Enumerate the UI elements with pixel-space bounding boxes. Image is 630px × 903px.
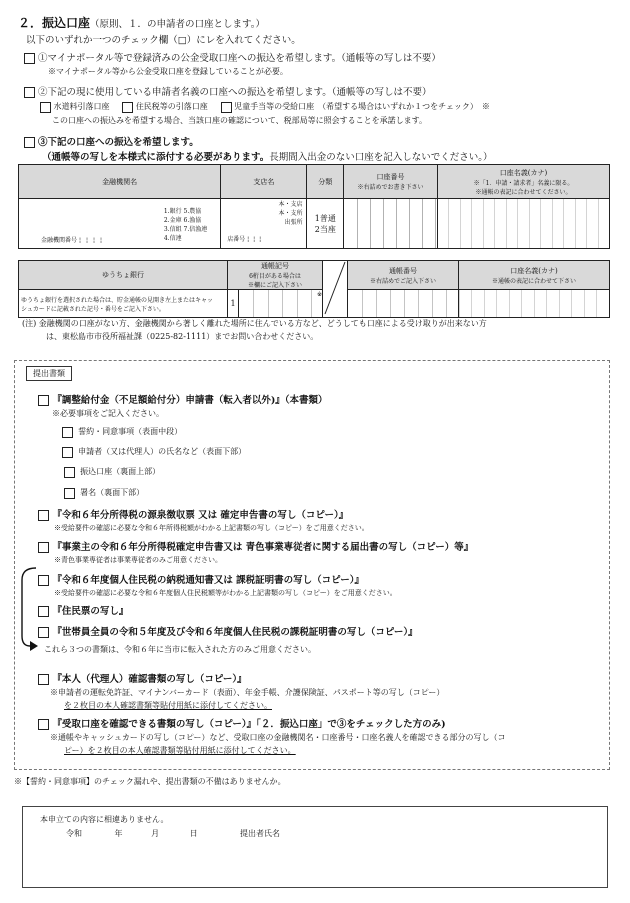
diagonal-line-icon	[323, 261, 347, 315]
docs-label: 提出書類	[26, 366, 72, 381]
col-type: 分類	[307, 165, 344, 199]
doc-5-checkbox[interactable]	[38, 606, 49, 617]
doc-6-checkbox[interactable]	[38, 627, 49, 638]
doc-4-note: ※受給要件の確認に必要な令和６年度個人住民税額等がわかる上記書類の写し（コピー）をご用意ください。	[54, 589, 397, 597]
bank-name-cell[interactable]: 金融機関番号 ¦¦¦¦	[19, 199, 164, 249]
option-3[interactable]: ③下記の口座への振込を希望します。	[24, 134, 199, 148]
account-number-cell[interactable]	[344, 199, 438, 249]
yucho-col-number: 通帳番号 ※右詰めでご記入下さい	[348, 261, 459, 290]
col-holder: 口座名義(カナ) ※「1．申請・請求者」名義に限る。 ※通帳の表記に合わせてください。	[437, 165, 609, 199]
doc-1-item-1: 誓約・同意事項（表面中段）	[62, 426, 182, 438]
option-1-checkbox[interactable]	[24, 53, 35, 64]
doc-6: 『世帯員全員の令和５年度及び令和６年度個人住民税の課税証明書の写し（コピー）』	[38, 624, 418, 638]
doc-8-note-1: ※通帳やキャッシュカードの写し（コピー）など、受取口座の金融機関名・口座番号・口座名義人を確認できる部分の写し（コ	[50, 733, 506, 742]
doc-1-item-2: 申請者（又は代理人）の氏名など（表面下部）	[62, 446, 246, 458]
option-1[interactable]: ①マイナポータル等で登録済みの公金受取口座への振込を希望します。（通帳等の写しは不要）	[24, 50, 441, 64]
sign-statement: 本申立ての内容に相違ありません。	[40, 815, 169, 824]
doc-3: 『事業主の令和６年分所得税確定申告書又は 青色事業専従者に関する届出書の写し（コピー）等』	[38, 539, 473, 553]
bank-kinds: 1.銀行 5.農協 2.金庫 6.漁協 3.信組 7.信漁連 4.信連	[164, 199, 221, 249]
yucho-col-bank: ゆうちょ銀行	[19, 261, 228, 290]
doc-1-item-4: 署名（裏面下部）	[64, 487, 144, 499]
child-allowance-checkbox[interactable]	[221, 102, 232, 113]
doc-4-checkbox[interactable]	[38, 575, 49, 586]
yucho-holder-cell[interactable]	[459, 290, 610, 318]
sign-name-label: 提出者氏名	[240, 829, 280, 838]
doc-1-checkbox[interactable]	[38, 395, 49, 406]
option-2-checkbox[interactable]	[24, 87, 35, 98]
section-intro: 以下のいずれか一つのチェック欄（□）にレを入れてください。	[26, 35, 301, 46]
option-2-sub: 水道料引落口座 住民税等の引落口座 児童手当等の受給口座 （希望する場合はいずれか１つをチェック） ※	[40, 101, 490, 113]
yucho-desc: ゆうちょ銀行を選択された場合は、貯金通帳の見開き左上またはキャッ シュカードに記載された記号・番号をご記入下さい。	[19, 290, 228, 318]
doc-7-note-1: ※申請者の運転免許証、マイナンバーカード（表面）、年金手帳、介護保険証、パスポート等の写し（コピー）	[50, 688, 445, 697]
doc-5: 『住民票の写し』	[38, 603, 128, 617]
branch-cell[interactable]: 本・支店 本・支所 出張所 店番号 ¦¦¦	[221, 199, 307, 249]
sign-date[interactable]: 令和 年 月 日	[66, 829, 198, 838]
doc-1-item-3: 振込口座（裏面上部）	[64, 466, 160, 478]
option-3-note: （通帳等の写しを本様式に添付する必要があります。長期間入出金のない口座を記入しないでください。）	[42, 152, 493, 163]
yucho-table	[18, 260, 610, 318]
doc-3-checkbox[interactable]	[38, 542, 49, 553]
doc-1-item-2-checkbox[interactable]	[62, 447, 73, 458]
doc-7-checkbox[interactable]	[38, 674, 49, 685]
doc-2-checkbox[interactable]	[38, 510, 49, 521]
option-2[interactable]: ②下記の現に使用している申請者名義の口座への振込を希望します。（通帳等の写しは不要）	[24, 84, 432, 98]
doc-8-checkbox[interactable]	[38, 719, 49, 730]
doc-7: 『本人（代理人）確認書類の写し（コピー）』	[38, 671, 247, 685]
doc-1-item-1-checkbox[interactable]	[62, 427, 73, 438]
yucho-symbol-cell[interactable]: ※	[239, 290, 323, 318]
doc-8: 『受取口座を確認できる書類の写し（コピー）』「２．振込口座」で③をチェックした方のみ)	[38, 716, 446, 730]
note-line-2: は、東松島市市役所福祉課（0225-82-1111）までお問い合わせください。	[46, 332, 319, 341]
water-checkbox[interactable]	[40, 102, 51, 113]
doc-2: 『令和６年分所得税の源泉徴収票 又は 確定申告書の写し（コピー）』	[38, 507, 348, 521]
warning-text: ※【誓約・同意事項】のチェック漏れや、提出書類の不備はありませんか。	[14, 777, 286, 786]
doc-1-item-3-checkbox[interactable]	[64, 467, 75, 478]
section-title: ２．振込口座（原則、１．の申請者の口座とします。）	[18, 16, 266, 30]
doc-1-note: ※必要事項をご記入ください。	[52, 409, 164, 418]
col-bank-name: 金融機関名	[19, 165, 221, 199]
doc-8-note-2: ピー）を２枚目の本人確認書類等貼付用紙に添付してください。	[64, 746, 296, 755]
yucho-col-symbol: 通帳記号 6桁目がある場合は ※欄にご記入下さい	[228, 261, 323, 290]
doc-1: 『調整給付金（不足額給付分）申請書（転入者以外)』（本書類）	[38, 392, 328, 406]
type-cell[interactable]: 1普通 2当座	[307, 199, 344, 249]
doc-6-arrow-note: これら３つの書類は、令和６年に当市に転入された方のみご用意ください。	[44, 645, 316, 654]
yucho-number-cell[interactable]	[348, 290, 459, 318]
yucho-divider	[323, 261, 348, 318]
account-holder-cell[interactable]	[437, 199, 609, 249]
col-account: 口座番号 ※右詰めでお書き下さい	[344, 165, 438, 199]
option-2-note: この口座への振込みを希望する場合、当該口座の確認について、税部局等に照会することを承諾します。	[52, 116, 428, 125]
option-1-note: ※マイナポータル等から公金受取口座を登録していることが必要。	[48, 67, 288, 76]
bank-table	[18, 164, 610, 249]
tax-checkbox[interactable]	[122, 102, 133, 113]
yucho-col-holder: 口座名義(カナ) ※通帳の表記に合わせて下さい	[459, 261, 610, 290]
doc-2-note: ※受給要件の確認に必要な令和６年所得税額がわかる上記書類の写し（コピー）をご用意ください。	[54, 524, 369, 532]
doc-7-note-2: を２枚目の本人確認書類等貼付用紙に添付してください。	[64, 701, 272, 710]
doc-1-item-4-checkbox[interactable]	[64, 488, 75, 499]
doc-3-note: ※青色事業専従者は事業専従者のみご用意ください。	[54, 556, 222, 564]
yucho-fixed-digit: 1	[228, 290, 239, 318]
option-3-checkbox[interactable]	[24, 137, 35, 148]
note-line-1: (注) 金融機関の口座がない方、金融機関から著しく離れた場所に住んでいる方など、どうしても口座による受け取りが出来ない方	[22, 319, 487, 328]
doc-4: 『令和６年度個人住民税の納税通知書又は 課税証明書の写し（コピー）』	[38, 572, 364, 586]
col-branch: 支店名	[221, 165, 307, 199]
